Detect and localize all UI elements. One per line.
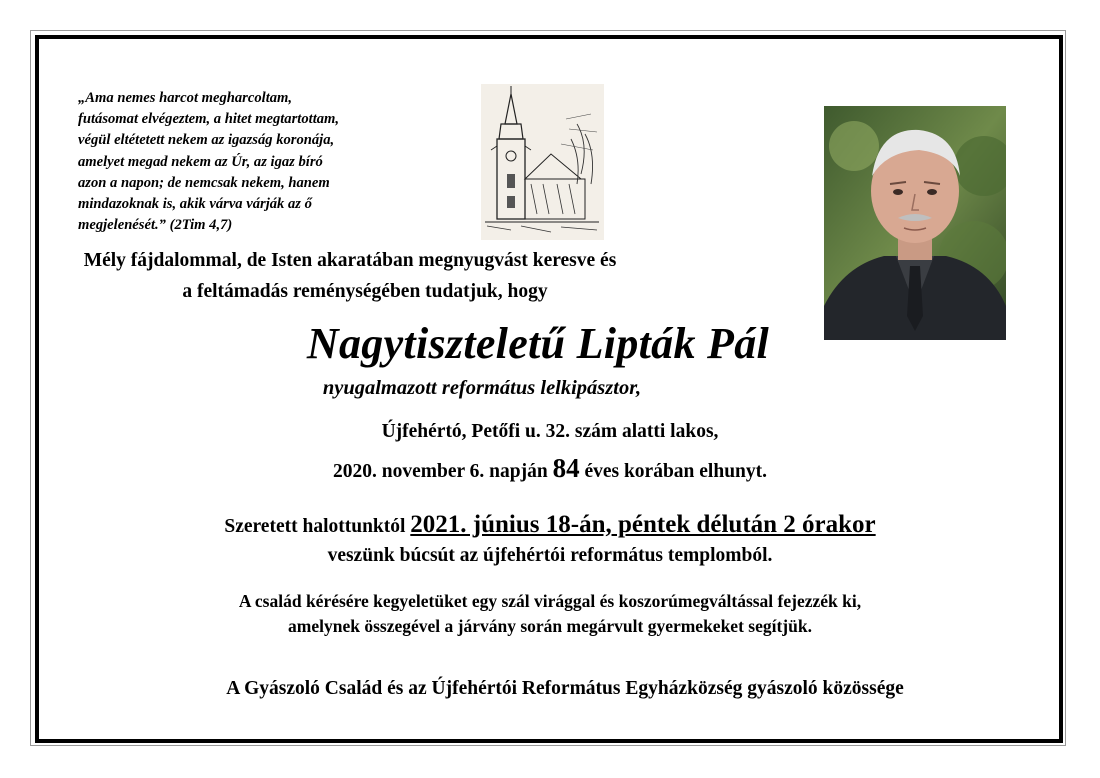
quote-line: megjelenését.” (2Tim 4,7) xyxy=(78,217,233,234)
signature-line: A Gyászoló Család és az Újfehértói Református Egyházközség gyászoló közössége xyxy=(226,678,904,699)
quote-line: futásomat elvégeztem, a hitet megtartottam, xyxy=(78,111,340,128)
death-suffix-text: éves korában elhunyt. xyxy=(579,461,768,482)
funeral-datetime: 2021. június 18-án, péntek délután 2 órakor xyxy=(410,511,876,538)
request-line-1: A család kérésére kegyeletüket egy szál virággal és koszorúmegváltással fejezzék ki, xyxy=(238,591,862,611)
deceased-title: nyugalmazott református lelkipásztor, xyxy=(322,377,642,399)
church-sketch-image xyxy=(481,84,604,240)
quote-line: azon a napon; de nemcsak nekem, hanem xyxy=(78,174,330,191)
death-date-text: 2020. november 6. napján xyxy=(332,461,553,482)
quote-line: „Ama nemes harcot megharcoltam, xyxy=(78,90,293,106)
quote-line: amelyet megad nekem az Úr, az igaz bíró xyxy=(78,153,323,170)
deceased-address: Újfehértó, Petőfi u. 32. szám alatti lakos, xyxy=(381,421,719,442)
bible-quote xyxy=(78,88,438,236)
deceased-name: Nagytiszteletű Lipták Pál xyxy=(306,319,770,368)
funeral-line-1 xyxy=(0,511,1100,539)
deceased-portrait-photo xyxy=(824,106,1006,340)
funeral-line-2: veszünk búcsút az újfehértói református templomból. xyxy=(327,545,773,566)
quote-line: végül eltétetett nekem az igazság koronája, xyxy=(78,132,335,149)
intro-line-1: Mély fájdalommal, de Isten akaratában megnyugvást keresve és xyxy=(83,250,617,271)
request-line-2: amelynek összegével a járvány során megárvult gyermekeket segítjük. xyxy=(288,616,812,636)
funeral-prefix: Szeretett halottunktól xyxy=(224,516,411,537)
intro-line-2: a feltámadás reménységében tudatjuk, hogy xyxy=(182,281,548,302)
death-announcement xyxy=(0,453,1100,484)
quote-line: mindazoknak is, akik várva várják az ő xyxy=(78,196,312,213)
age-number: 84 xyxy=(552,453,580,483)
